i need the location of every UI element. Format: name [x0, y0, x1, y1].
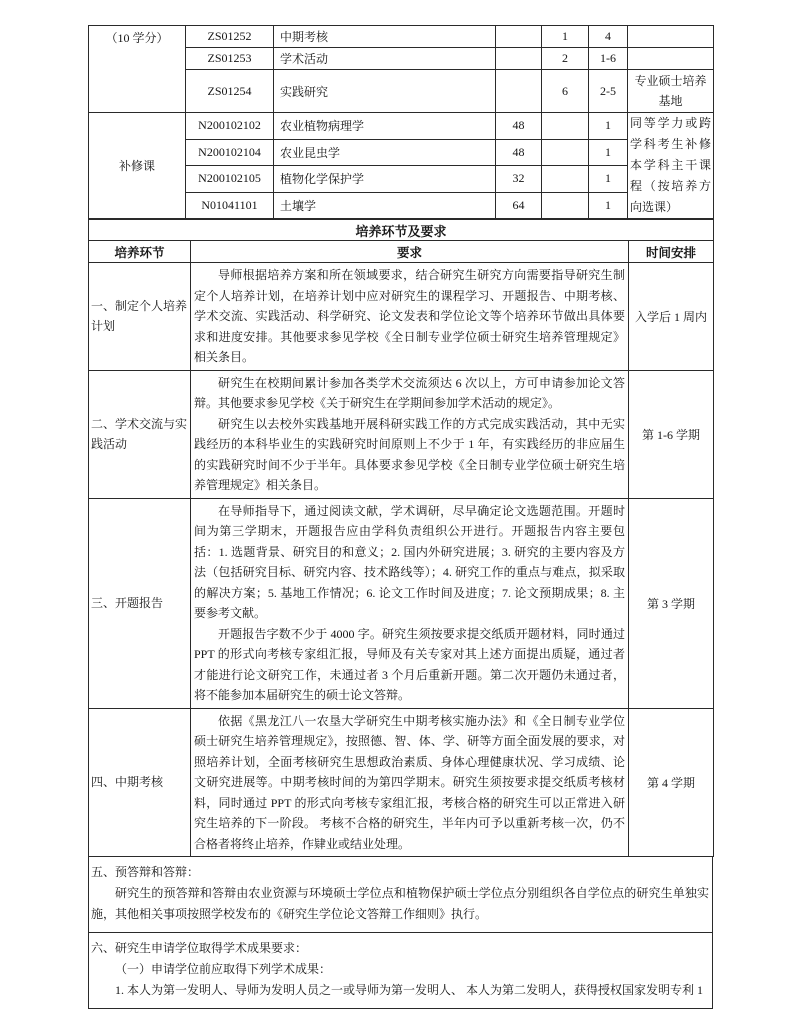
section-predefense — [88, 857, 713, 933]
requirement-paragraph: 导师根据培养方案和所在领域要求，结合研究生研究方向需要指导研究生制定个人培养计划，在培养计划中应对研究生的课程学习、开题报告、中期考核、学术交流、实践活动、科学研究、论文发表和学位论文等个培养环节做出具体要求和进度安排。其他要求参见学校《全日制专业学位硕士研究生培养管理规定》相关条目。 — [194, 268, 625, 364]
course-semester-cell: 4 — [589, 26, 628, 48]
course-credits-cell — [542, 166, 589, 193]
requirement-cell — [191, 708, 629, 857]
course-credits-cell — [542, 192, 589, 219]
requirement-cell — [191, 370, 629, 498]
course-row — [89, 113, 714, 140]
course-semester-cell: 1 — [589, 192, 628, 219]
section-six-item: （一）申请学位前应取得下列学术成果： — [115, 962, 332, 976]
course-semester-cell: 1 — [589, 139, 628, 166]
section-title: 培养环节及要求 — [89, 220, 714, 241]
stage-label: 三、开题报告 — [89, 498, 191, 708]
course-row — [89, 26, 714, 48]
course-group-credits-label: （10 学分） — [89, 26, 186, 113]
training-row-plan — [89, 263, 714, 371]
course-hours-cell: 64 — [496, 192, 542, 219]
requirement-paragraph: 在导师指导下，通过阅读文献，学术调研，尽早确定论文选题范围。开题时间为第三学期末，开题报告应由学科负责组织公开进行。开题报告内容主要包括：1. 选题背景、研究目的和意义；2. 国内外研究进展；3. 研究的主要内容及方法（包括研究目标、研究内容、技术路线等）；4. 研究工作的重点与难点，拟采取的解决方案；5. 基地工作情况；6. 论文工作时间及进度；7. 论文预期成果；8. 主要参考文献。 — [194, 503, 625, 620]
course-hours-cell — [496, 26, 542, 48]
course-hours-cell — [496, 48, 542, 70]
course-credits-cell: 6 — [542, 70, 589, 113]
section-five-title: 五、预答辩和答辩： — [91, 865, 200, 879]
course-code-cell: N200102102 — [186, 113, 274, 140]
training-header-row — [89, 241, 714, 263]
section-six-item: 1. 本人为第一发明人、导师为发明人员之一或导师为第一发明人、 本人为第二发明人，获得授权国家发明专利 1 — [115, 983, 704, 997]
section-title-row — [89, 220, 714, 241]
course-code-cell: N200102104 — [186, 139, 274, 166]
course-code-cell: ZS01253 — [186, 48, 274, 70]
stage-label: 二、学术交流与实践活动 — [89, 370, 191, 498]
course-name-cell: 植物化学保护学 — [274, 166, 496, 193]
requirement-cell — [191, 498, 629, 708]
course-name-cell: 学术活动 — [274, 48, 496, 70]
course-makeup-remark-cell: 同等学力或跨学科考生补修本学科主干课程（按培养方向选课） — [628, 113, 714, 219]
course-semester-cell: 1 — [589, 113, 628, 140]
stage-label: 一、制定个人培养计划 — [89, 263, 191, 371]
requirement-cell — [191, 263, 629, 371]
requirement-paragraph: 研究生在校期间累计参加各类学术交流须达 6 次以上，方可申请参加论文答辩。其他要求参见学校《关于研究生在学期间参加学术活动的规定》。 — [194, 375, 625, 410]
course-remark-cell: 专业硕士培养基地 — [628, 70, 714, 113]
course-table — [88, 25, 714, 219]
course-hours-cell — [496, 70, 542, 113]
course-code-cell: ZS01254 — [186, 70, 274, 113]
course-credits-cell: 2 — [542, 48, 589, 70]
course-code-cell: N01041101 — [186, 192, 274, 219]
schedule-cell: 入学后 1 周内 — [629, 263, 714, 371]
course-code-cell: ZS01252 — [186, 26, 274, 48]
course-group-makeup-label: 补修课 — [89, 113, 186, 219]
course-hours-cell: 48 — [496, 113, 542, 140]
course-semester-cell: 2-5 — [589, 70, 628, 113]
course-semester-cell: 1 — [589, 166, 628, 193]
training-row-midterm — [89, 708, 714, 857]
course-hours-cell: 48 — [496, 139, 542, 166]
course-credits-cell — [542, 139, 589, 166]
course-remark-cell — [628, 26, 714, 48]
requirement-paragraph: 开题报告字数不少于 4000 字。研究生须按要求提交纸质开题材料，同时通过 PPT 的形式向考核专家组汇报，导师及有关专家对其上述方面提出质疑，通过者才能进行论文研究工作，未通过者 3 个月后重新开题。第二次开题仍未通过者，将不能参加本届研究生的硕士论文答辩。 — [194, 626, 625, 702]
header-schedule: 时间安排 — [629, 241, 714, 263]
training-row-exchange — [89, 370, 714, 498]
section-five-body: 研究生的预答辩和答辩由农业资源与环境硕士学位点和植物保护硕士学位点分别组织各自学位点的研究生单独实施，其他相关事项按照学校发布的《研究生学位论文答辩工作细则》执行。 — [91, 886, 709, 921]
schedule-cell: 第 3 学期 — [629, 498, 714, 708]
header-requirement: 要求 — [191, 241, 629, 263]
section-degree-requirements — [88, 933, 713, 1009]
course-credits-cell — [542, 113, 589, 140]
requirement-paragraph: 研究生以去校外实践基地开展科研实践工作的方式完成实践活动，其中无实践经历的本科毕业生的实践研究时间原则上不少于 1 年，有实践经历的非应届生的实践研究时间不少于半年。具体要求参见学校《全日制专业学位硕士研究生培养管理规定》相关条目。 — [194, 416, 625, 492]
schedule-cell: 第 4 学期 — [629, 708, 714, 857]
training-row-proposal — [89, 498, 714, 708]
course-name-cell: 农业植物病理学 — [274, 113, 496, 140]
course-hours-cell: 32 — [496, 166, 542, 193]
training-table — [88, 219, 714, 857]
stage-label: 四、中期考核 — [89, 708, 191, 857]
header-stage: 培养环节 — [89, 241, 191, 263]
requirement-paragraph: 依据《黑龙江八一农垦大学研究生中期考核实施办法》和《全日制专业学位硕士研究生培养管理规定》，按照德、智、体、学、研等方面全面发展的要求，对照培养计划，全面考核研究生思想政治素质、身体心理健康状况、学习成绩、论文研究进展等。中期考核时间的为第四学期末。研究生须按要求提交纸质考核材料，同时通过 PPT 的形式向考核专家组汇报，考核合格的研究生可以正常进入研究生培养的下一阶段。 考核不合格的研究生，半年内可予以重新考核一次，仍不合格者将终止培养，作肄业或结业处理。 — [194, 713, 625, 851]
schedule-cell: 第 1-6 学期 — [629, 370, 714, 498]
course-code-cell: N200102105 — [186, 166, 274, 193]
course-name-cell: 农业昆虫学 — [274, 139, 496, 166]
course-credits-cell: 1 — [542, 26, 589, 48]
section-six-title: 六、研究生申请学位取得学术成果要求： — [91, 941, 308, 955]
course-name-cell: 实践研究 — [274, 70, 496, 113]
course-semester-cell: 1-6 — [589, 48, 628, 70]
course-name-cell: 中期考核 — [274, 26, 496, 48]
course-remark-cell — [628, 48, 714, 70]
course-name-cell: 土壤学 — [274, 192, 496, 219]
